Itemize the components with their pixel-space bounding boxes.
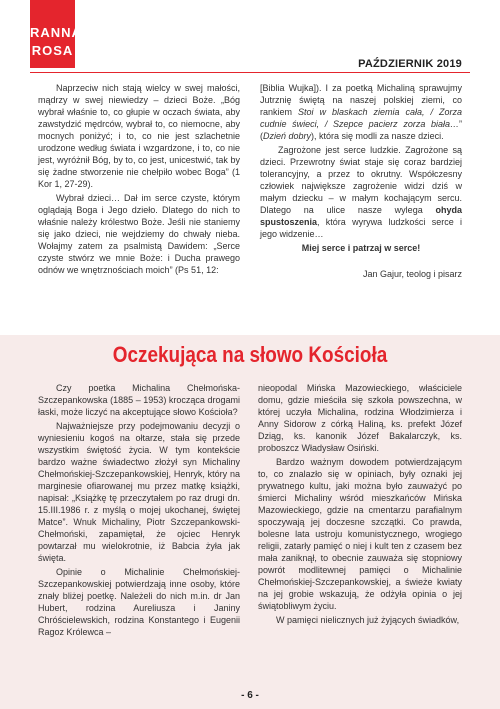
paragraph: nieopodal Mińska Mazowieckiego, właściciele domu, gdzie mieściła się szkoła powszechna, w której uczyła Michalina, rodzina Włodzimierza i Anny Sidorow z córką Haliną, ks. prefekt Józef Dziąg, ks. kanonik Józef Bakalarczyk, ks. proboszcz Władysław Osiński.: [258, 383, 462, 453]
logo-line-2: ROSA: [31, 43, 74, 58]
issue-date: PAŹDZIERNIK 2019: [358, 58, 462, 70]
article1-left-column: [38, 82, 240, 276]
page-number: - 6 -: [241, 690, 259, 701]
text-run: ), która się modli za nasze dzieci.: [311, 131, 444, 141]
paragraph: Bardzo ważnym dowodem potwierdzającym to, co znalazło się w opiniach, były oznaki jej prywatnego kultu, jaki można było zauważyć po śmierci Michaliny wśród mieszkańców Mińska Mazowieckiego, gdzie na cmentarzu parafialnym spoczywają jej doczesne szczątki. Co prawda, bolesne lata ustroju komunistycznego, wrogiego religii, zatarły pamięć o niej i kult ten z czasem bez mała zaniknął, to obecnie zauważa się stopniowy powrót modlitewnej pamięci o Michalinie Chełmońskiej-Szczepankowskiej, a świeże kwiaty na jej grobie wskazują, że odżyła opinia o jej świątobliwym życiu.: [258, 457, 462, 611]
article2-title: Oczekująca na słowo Kościoła: [112, 342, 388, 367]
article2-right-column: [258, 382, 462, 626]
paragraph: [260, 144, 462, 240]
article1-right-column: [260, 82, 462, 280]
article2-left-column: [38, 382, 240, 638]
quote-run: Dzień dobry: [263, 131, 312, 141]
logo-line-1: RANNA: [30, 25, 82, 40]
quote-run: Stoi w blaskach ziemia cała, / Zorza cudnie świeci, / Szepce pacierz zorza biała…: [260, 107, 462, 129]
paragraph: Najważniejsze przy podejmowaniu decyzji o wyniesieniu kogoś na ołtarze, stała się przede wszystkim świętość życia. W tym kontekście bardzo ważne świadectwo złożył syn Michaliny Chełmońskiej-Szczepankowskiej, Henryk, który na marginesie ofiarowanej mu przez matkę książki, napisał: „Książkę tę przeczytałem po raz drugi dn. 15.III.1986 r. z myślą o mojej ukochanej, świętej Matce”. Wnuk Michaliny, Piotr Szczepankowski-Chełmoński, zapamiętał, że ojciec Henryk powtarzał mu wielokrotnie, iż Babcia żyła jak święta.: [38, 421, 240, 563]
paragraph: [260, 82, 462, 142]
author-signature: Jan Gajur, teolog i pisarz: [362, 269, 462, 279]
paragraph: Czy poetka Michalina Chełmońska-Szczepankowska (1885 – 1953) krocząca drogami łaski, może liczyć na akceptujące słowo Kościoła?: [38, 383, 240, 417]
paragraph: Opinie o Michalinie Chełmońskiej-Szczepankowskiej potwierdzają inne osoby, które znały bliżej poetkę. Należeli do nich m.in. dr Jan Hubert, rodzina Aureliusza i Janiny Chróścielewskich, rodzina Konstantego i Eugenii Ragoz Królewca –: [38, 567, 240, 637]
text-run: ” (: [260, 119, 462, 141]
paragraph: W pamięci nielicznych już żyjących świadków,: [276, 615, 460, 625]
header-divider: [30, 72, 470, 73]
paragraph: Naprzeciw nich stają wielcy w swej małości, mądrzy w swej niewiedzy – dzieci Boże. „Bóg wybrał właśnie to, co głupie w oczach świata, aby zawstydzić mędrców, wybrał to, co niemocne, aby mocnych poniżyć; i to, co nie jest szlachetnie urodzone według świata i wzgardzone, i to, co nie jest, wyróżnił Bóg, by to, co jest, unicestwić, tak by się żadne stworzenie nie chełpiło wobec Boga” (1 Kor 1, 27-29).: [38, 83, 240, 189]
text-run: , która wyrywa ludzkości serce i jego widzenie…: [260, 217, 462, 239]
text-run: [Biblia Wujka]). I za poetką Michaliną sprawujmy Jutrznię świętą na naszej polskiej ziemi, co rankiem: [260, 83, 462, 117]
text-run: Zagrożone jest serce ludzkie. Zagrożone są dzieci. Przewrotny świat staje się coraz bardziej tolerancyjny, a przez to okrutny. Współczesny człowiek największe zagrożenie widzi dziś w małym dziecku – w małym kochającym sercu. Dlatego na ulice nasze wylega: [260, 145, 462, 215]
magazine-logo: [30, 0, 82, 68]
closing-exhortation: Miej serce i patrzaj w serce!: [301, 243, 421, 253]
paragraph: Wybrał dzieci… Dał im serce czyste, którym oglądają Boga i Jego dzieło. Dlatego do nich to właśnie należy królestwo Boże. Jeśli nie staniemy się jako dzieci, nie wejdziemy do chwały nieba. Wołajmy zatem za psalmistą Dawidem: „Serce czyste stwórz we mnie Boże: i Ducha prawego odnów we wnętrznościach moich” (Ps 51, 12:: [38, 193, 240, 275]
bold-run: ohyda spustoszenia: [260, 205, 462, 227]
